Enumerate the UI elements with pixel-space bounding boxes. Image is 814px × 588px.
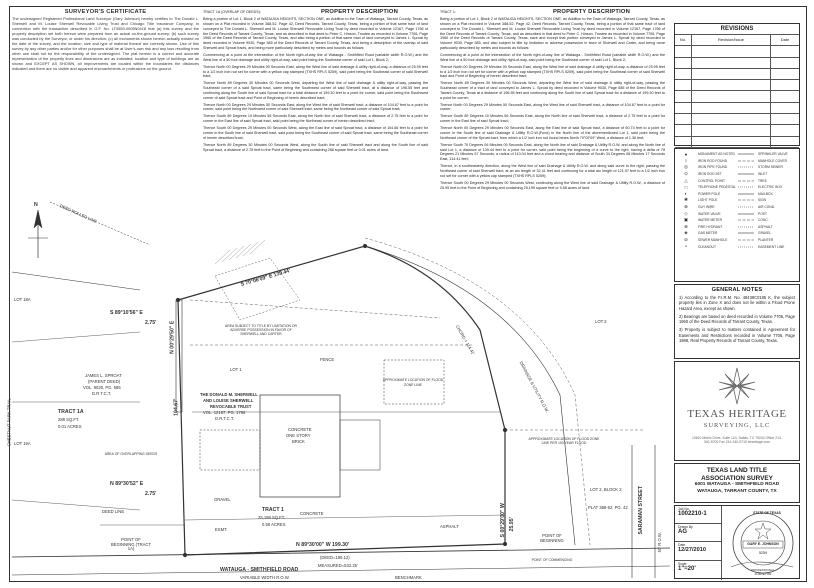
tract1a-label: TRACT 1A (OVERLAP OF DEEDS): — [203, 10, 261, 14]
legend-item-label: PLANTER — [758, 238, 774, 243]
bearing-west: N 00°29'50" E — [169, 320, 176, 354]
legend-item — [677, 171, 737, 178]
tract1a-description-paragraph: Thence North 00 Degrees 29 Minutes 50 Seconds East, along the West line of said Sherwell tract, a distance of 104.67 feet to a point for corner, said point being the Northwest corner of said Sherwell tract, same being the Northeast corner of said Sproat tract; — [203, 102, 428, 112]
legend-item — [677, 164, 737, 171]
revisions-empty-row — [675, 125, 799, 136]
bearing-south: N 89°30'00" W 199.30' — [296, 542, 350, 548]
sproat-line-1: JAMES L. SPROAT — [85, 373, 122, 378]
tract1a-description-paragraph: Thence North 89 Degrees 30 Minutes 00 Seconds West, departing the West line of said drainage & utility right-of-way, passing the Southeast corner of a said Sproat tract, same being the Southwest corner of said Sherwell tract, at a distance of 196.55 feet and continuing along the South line of said Sproat tract for a total distance of 199.30 feet to a point for corner, said point being the Southwest corner of said Sproat tract and Point of Beginning of herein described tract; — [203, 81, 428, 100]
street-right-name: SARAMAN STREET — [637, 486, 644, 535]
lot-1-label: LOT 1 — [230, 367, 242, 372]
tract1a-description-paragraph: Thence North 89 Degrees 30 Minutes 00 Seconds West, along the South line of said Sherwell tract and along the South line of said Sproat tract, a distance of 2.75 feet to the Point of Beginning and containing 288 square feet or 0.01 acres of land. — [203, 142, 428, 152]
owner-line-3: REVOCABLE TRUST — [210, 404, 252, 409]
legend-item-label: LIGHT POLE — [698, 198, 718, 203]
legend-item — [677, 243, 737, 250]
legend-item-label: EASEMENT LINE — [758, 244, 785, 249]
job-number-value: 1002210-1 — [678, 511, 707, 517]
legend-item-label: INLET — [758, 172, 768, 177]
legend-item-label: ELECTRIC BOX — [758, 185, 783, 190]
legend-item-label: STORM SEWER — [758, 165, 783, 170]
legend-symbol-icon: ⊕ — [684, 223, 688, 229]
survey-title-line3: 6001 WATAUGA - SMITHFIELD ROAD — [694, 482, 780, 487]
legend-item-label: GRAVEL — [758, 231, 772, 236]
legend-item-label: CONTROL POINT — [698, 178, 725, 183]
distance-west: 104.67' — [173, 398, 180, 416]
legend-item — [737, 224, 797, 231]
gravel-label: GRAVEL — [214, 497, 231, 502]
street-right-width: 50' R.O.W. — [656, 532, 662, 553]
lot-2-label: LOT 2 — [595, 319, 607, 324]
survey-title-box — [674, 463, 800, 503]
company-box — [674, 361, 800, 461]
measured-deed-distance: (DEED=195.12) — [320, 555, 350, 560]
building-label-1: CONCRETE — [288, 427, 312, 432]
legend-symbol-icon — [737, 205, 755, 210]
curve-label: CHORD = 114.41' — [454, 324, 476, 356]
seal-top-text: STATE OF TEXAS — [753, 511, 781, 515]
lot-label-19a: LOT 19A — [14, 441, 31, 446]
legend-item-label: POWER POLE — [698, 191, 721, 196]
measured-distance: MEASURED=532.25' — [318, 563, 358, 568]
legend-symbol-icon: □ — [684, 184, 688, 190]
legend-item-label: ASPHALT — [758, 224, 773, 229]
legend-item-label: IRON PIPE FOUND — [698, 165, 728, 170]
legend-item — [677, 217, 737, 224]
tract1-name: TRACT 1 — [262, 507, 284, 513]
tract1-description-paragraph: Being a portion of Lot 1, Block 2 of WATAUGA HEIGHTS, SECTION ONE, an Addition to the Town of Watauga, Tarrant County, Texas, as shown on a Plat recorded in Volume 388-52, Page 42, Deed Records, Tarrant County, Texas, being a portion of that same tract of land conveyed to The Donald L. Sherwell and M. Louise Sherwell Revocable Living Trust by deed recorded in Volume 12167, Page 1766 of the Deed Records of Tarrant County, Texas, and as described in that deed to Peter C. Hinson, Trustee as recorded in Volume 7706, Page 1960 of the Deed Records of Tarrant County, Texas, save and except that portion conveyed to James L. Sproat by deed recorded in Volume 9030, Page 585, and also subject to title by limitation or adverse possession in favor of Sherwell and Carter, and being more particularly described by metes and bounds as follows: — [440, 17, 665, 50]
legend-item — [677, 210, 737, 217]
seal-bottom-text: PROFESSIONAL SURVEYOR — [751, 568, 775, 576]
distance-tract1a-north: 2.75' — [145, 320, 157, 326]
revisions-empty-row — [675, 69, 799, 80]
tract1-description-paragraph: Thence North 00 Degrees 29 Minutes 50 Seconds East, along the West line of said Sherwell tract, a distance of 104.67 feet to a point for corner; — [440, 102, 665, 112]
legend-item — [737, 204, 797, 211]
distance-tract1a-south: 2.75' — [145, 491, 157, 497]
legend-item — [677, 184, 737, 191]
tract1-description-paragraph: Thence North 89 Degrees 30 Minutes 00 Seconds West, departing the West line of said drainage & utility right-of-way, passing the Southeast corner of a tract of land conveyed to James L. Sproat by deed recorded in Volume 9030, Page 585 of the Deed Records of Tarrant County, Texas at a distance of 196.55 feet and continuing along the South line of said Sproat tract for a distance of 199.30 feet to a point for corner; — [440, 81, 665, 100]
legend-item — [677, 204, 737, 211]
legend-symbol-icon — [737, 191, 755, 196]
legend-box — [674, 148, 800, 282]
legend-item — [737, 210, 797, 217]
legend-symbol-icon — [737, 224, 755, 229]
legend-symbol-icon — [737, 231, 755, 236]
legend-item — [737, 164, 797, 171]
tract1a-description-paragraph: Commencing at a point at the intersection of the North right-of-way line of Watauga - Smithfield Road (variable width R.O.W.) and the West line of a 50 foot drainage and utility right-of-way, said point being the Southeast corner of said Lot 1, Block 2; — [203, 52, 428, 62]
tract1a-acres: 0.01 ACRES — [58, 424, 82, 429]
legend-item-label: MONUMENT AS NOTED — [698, 152, 735, 157]
legend-item — [737, 191, 797, 198]
easement-label: ESMT. — [215, 527, 228, 532]
date-label: Date — [678, 543, 686, 547]
tract1-description-paragraph: Thence South 00 Degrees 29 Minutes 00 Seconds West, continuing along the West line of said Drainage & Utility R.O.W., a distance of 25.95 feet to the Point of Beginning and containing 25,199 square feet or 0.58 acres of land. — [440, 180, 665, 190]
seal-number: 5259 — [759, 551, 767, 555]
road-name: WATAUGA - SMITHFIELD ROAD — [220, 567, 299, 573]
legend-symbol-icon — [737, 244, 755, 249]
approx-location-note-2: APPROXIMATE LOCATION OF FLOOD ZONE LINE PER 100 YEAR FLOOD — [528, 437, 600, 445]
tract1a-area: 288 SQ.FT. — [58, 417, 80, 422]
lot-2-block-2-label: LOT 2, BLOCK 2 — [590, 487, 622, 492]
legend-item — [677, 230, 737, 237]
general-notes-title: GENERAL NOTES — [711, 287, 763, 293]
tract1-description-paragraph: Thence, in a southeasterly direction, along the West line of said Drainage & Utility R.O.W. and along said curve to the right, passing the Northeast corner of said Sherwell tract, at an arc length of 32.41 feet and continuing for a total arc length of 121.97 feet to a 1/2 inch iron rod set for corner with a yellow cap stamped (TXHS RPLS 5259); — [440, 164, 665, 178]
tract1a-description-paragraph: Thence South 00 Degrees 29 Minutes 00 Seconds West, along the East line of said Sproat tract, a distance of 104.66 feet to a point for corner in the South line of said Sherwell tract, said point being the Southeast corner of said Sproat tract, same being the Southeast corner of herein described tract; — [203, 126, 428, 140]
sproat-line-4: D.R.T.C.T. — [92, 391, 112, 396]
legend-item-label: MANHOLE COVER — [758, 158, 787, 163]
legend-symbol-icon: ⊗ — [684, 204, 688, 210]
revisions-header-row — [675, 35, 799, 46]
legend-item-label: WATER METER — [698, 218, 722, 223]
legend-right-column — [737, 151, 797, 250]
north-arrow — [28, 210, 48, 258]
legend-item — [677, 237, 737, 244]
tract1-description-paragraph: Thence North 00 Degrees 29 Minutes 00 Seconds East, along the West line of said drainage & utility right-of-way, a distance of 25.95 feet to a 1/2 inch iron rod set for corner with a yellow cap stamped (TXHS RPLS 5259), said point being the Southeast corner of said Sherwell tract and Point of Beginning of herein described tract; — [440, 64, 665, 79]
drawn-by-value: AG — [678, 529, 687, 535]
bearing-east: S 00°29'00" W — [499, 503, 506, 538]
legend-item-label: GUY WIRE — [698, 205, 715, 210]
bearing-tract1a-south: N 89°30'52" E — [110, 481, 144, 487]
general-note: 2) Bearings are based on deed recorded in Volume 7706, Page 1960 of the Deed Records of Tarrant County, Texas. — [679, 313, 795, 325]
tract1a-description-paragraph: Being a portion of Lot 1, Block 2 of WATAUGA HEIGHTS, SECTION ONE, an Addition to the Town of Watauga, Tarrant County, Texas, as shown on a Plat recorded in Volume 388-52, Page 42, Deed Records, Tarrant County, Texas, being a portion of that same tract of land conveyed to The Donald L. Sherwell and M. Louise Sherwell Revocable Living Trust by deed recorded in Volume 12167, Page 1766 of the Deed Records of Tarrant County, Texas, and as described in that deed to Peter C. Hinson, Trustee as recorded in Volume 7706, Page 1960 of the Deed Records of Tarrant County, Texas, and also being a portion of that same tract of land conveyed to James L. Sproat by deed recorded in Volume 9030, Page 585 of the Deed Records of Tarrant County, Texas, and being a description of the overlap of said Sherwell and Sproat tracts, and being more particularly described by metes and bounds as follows: — [203, 17, 428, 50]
tract1a-name: TRACT 1A — [58, 409, 84, 415]
scale-value: 1"=20' — [678, 566, 696, 572]
building-label-3: BRICK — [292, 439, 305, 444]
general-note: 1) According to the F.I.R.M. No. 48439C0185 K, the subject property lies in Zone X and does not lie within a Flood Prone Hazard Area, except as shown. — [679, 295, 795, 311]
building-label-2: ONE STORY — [286, 433, 311, 438]
owner-line-2: AND LOUISE SHERWELL — [203, 398, 254, 403]
legend-item-label: GAS METER — [698, 231, 718, 236]
tract1-description-paragraph: Thence North 00 Degrees 29 Minutes 00 Seconds East, along the East line of said Sproat tract, a distance of 60.74 feet to a point for corner in the South line of said Drainage & Utility R.O.W.(Fund) in the North line of the aforementioned Lot 1, said point being the Northeast corner of the Sproat tract, from which a 1/2 inch iron rod found bears North 70°02'09" West, a distance of 1.36 feet; — [440, 126, 665, 140]
legend-item — [737, 230, 797, 237]
legend-symbol-icon — [737, 238, 755, 243]
legend-symbol-icon — [737, 158, 755, 163]
legend-item — [737, 158, 797, 165]
survey-title-line1: TEXAS LAND TITLE — [706, 467, 768, 474]
legend-item-label: SEWER MANHOLE — [698, 238, 728, 243]
legend-item-label: CLEANOUT — [698, 244, 716, 249]
road-width: VARIABLE WIDTH R.O.W. — [240, 575, 290, 580]
deed-rolled-label: DEED ROLLED LINE — [59, 203, 98, 224]
revisions-rows — [675, 46, 799, 148]
legend-symbol-icon: ◐ — [684, 191, 688, 197]
legend-symbol-icon — [737, 178, 755, 183]
approx-location-note: APPROXIMATE LOCATION OF FLOOD ZONE LINE — [382, 378, 444, 387]
asphalt-label: ASPHALT — [440, 524, 459, 529]
legend-symbol-icon — [737, 172, 755, 177]
legend-item-label: SPRINKLER VALVE — [758, 152, 788, 157]
title-block — [674, 505, 800, 579]
legend-item — [677, 224, 737, 231]
revisions-empty-row — [675, 114, 799, 125]
tract1-area: 25,199 SQ.FT. — [258, 515, 285, 520]
legend-item-label: POST — [758, 211, 767, 216]
legend-symbol-icon — [737, 211, 755, 216]
date-cell — [675, 542, 721, 561]
company-address: 10610 Metric Drive, Suite 124, Dallas, TX 75243 Office 214-340-9700 Fax 214-340-9710 txheritage.com — [692, 436, 782, 445]
survey-title-line4: WATAUGA, TARRANT COUNTY, TX — [697, 488, 777, 494]
general-note: 3) Property is subject to matters contained in Agreement for Easements and Restrictions recorded in Volume 7706, Page 1988, Real Property Records of Tarrant County, Texas. — [679, 327, 795, 344]
legend-symbol-icon: ▣ — [683, 217, 689, 223]
legend-symbol-icon: ⊙ — [684, 171, 688, 177]
legend-item — [737, 217, 797, 224]
bearing-north: S 70°06'09" E 139.44' — [240, 268, 292, 288]
legend-symbol-icon — [737, 165, 755, 170]
legend-item-label: SIGN — [758, 198, 767, 203]
legend-symbol-icon: ∘ — [684, 243, 688, 249]
concrete-label: CONCRETE — [300, 511, 324, 516]
revisions-title: REVISIONS — [675, 24, 799, 35]
legend-symbol-icon: ◇ — [684, 210, 688, 216]
revisions-empty-row — [675, 91, 799, 102]
tract1-description-paragraph: Thence South 70 Degrees 06 Minutes 09 Seconds East, along the North line of said Drainage & Utility R.O.W. and along the North line of said Lot 1, a distance of 139.44 feet to a point for corner, said point being the beginning of a curve to the right, having a delta of 78 Degrees 21 Minutes 57 Seconds, a radius of 110.04 feet and a chord bearing and distance of South 34 Degrees 08 Minutes 17 Seconds East, 114.41 feet; — [440, 142, 665, 162]
legend-symbol-icon — [737, 218, 755, 223]
legend-symbol-icon: ◈ — [684, 230, 688, 236]
legend-item — [737, 237, 797, 244]
legend-item — [737, 177, 797, 184]
legend-item — [677, 191, 737, 198]
company-name: TEXAS HERITAGE — [687, 408, 787, 420]
owner-line-5: D.R.T.C.T. — [215, 416, 235, 421]
legend-item — [677, 197, 737, 204]
legend-symbol-icon: ⊘ — [684, 237, 688, 243]
surveyors-certificate-title: SURVEYOR'S CERTIFICATE — [64, 9, 147, 15]
legend-item-label: WATER VALVE — [698, 211, 721, 216]
legend-symbol-icon: ✱ — [684, 197, 688, 203]
tract1-acres: 0.58 ACRES — [262, 522, 286, 527]
legend-item-label: MAILBOX — [758, 191, 773, 196]
plat-note: PLAT 388-52, PG. 42 — [588, 505, 628, 510]
revisions-empty-row — [675, 103, 799, 114]
legend-symbol-icon: ○ — [684, 158, 688, 164]
legend-item-label: CONC. — [758, 218, 769, 223]
owner-line-4: VOL. 12167, PG. 1766 — [203, 410, 246, 415]
legend-symbol-icon: △ — [684, 177, 688, 183]
legend-item — [677, 177, 737, 184]
sproat-line-2: (PARENT DEED) — [88, 379, 121, 384]
legend-symbol-icon: ● — [684, 151, 688, 157]
legend-item — [737, 243, 797, 250]
general-notes-list — [679, 295, 795, 343]
revisions-header-date: Date — [780, 37, 790, 42]
seal-name: GARY E. JOHNSON — [747, 541, 779, 546]
area-overlap-note: AREA OF OVERLAPPING DEEDS — [104, 452, 158, 456]
legend-item-label: TELEPHONE PEDESTAL — [698, 185, 736, 190]
legend-item-label: IRON ROD SET — [698, 172, 722, 177]
revisions-table — [674, 23, 800, 146]
fence-label: FENCE — [320, 357, 335, 362]
revisions-header-no: No. — [675, 35, 692, 45]
distance-east: 25.95' — [508, 517, 515, 532]
drawn-by-cell — [675, 524, 721, 542]
drawn-by-label: Drawn By — [678, 525, 693, 529]
survey-title-line2: ASSOCIATION SURVEY — [701, 474, 773, 482]
legend-symbol-icon — [737, 152, 755, 157]
tract1a-description-paragraph: Thence South 89 Degrees 10 Minutes 56 Seconds East, along the North line of said Sherwell tract, a distance of 2.75 feet to a point for corner in the East line of said Sproat tract, said point being the Northeast corner of herein described tract; — [203, 114, 428, 124]
bearing-tract1a-north: S 89°10'56" E — [110, 310, 143, 316]
legend-item — [737, 151, 797, 158]
legend-left-column — [677, 151, 737, 250]
drainage-label: DRAINAGE & UTILITY R.O.W. — [518, 360, 550, 414]
tract1a-description-title: PROPERTY DESCRIPTION — [320, 9, 398, 15]
point-of-beginning-tract1a: POINT OF BEGINNING (TRACT 1A) — [110, 537, 151, 552]
tract1-description-paragraph: Thence South 89 Degrees 10 Minutes 56 Seconds East, along the North line of said Sherwell tract, a distance of 2.75 feet to a point for corner in the East line of said Sproat tract; — [440, 114, 665, 124]
legend-item-label: AIR COND. — [758, 205, 776, 210]
date-value: 12/27/2010 — [678, 547, 706, 553]
tract1-description-paragraph: Commencing at a point at the intersection of the North right-of-way line of Watauga - Smithfield Road (variable width R.O.W.) and the West line of a 50 foot drainage and utility right-of-way, said point being the Southeast corner of said Lot 1, Block 2; — [440, 52, 665, 62]
tract1-label: TRACT 1: — [440, 10, 456, 14]
revisions-header-issue: Revision/Issue — [692, 35, 771, 45]
point-of-commencing: POINT OF COMMENCING — [531, 558, 573, 562]
general-notes-box — [674, 284, 800, 359]
deed-line-label: DEED LINE — [102, 509, 125, 514]
job-number-cell — [675, 506, 721, 524]
revisions-empty-row — [675, 137, 799, 148]
revisions-empty-row — [675, 46, 799, 57]
scale-label: Scale — [678, 562, 687, 566]
legend-item-label: IRON ROD FOUND — [698, 158, 728, 163]
company-sub: SURVEYING, LLC — [703, 422, 771, 429]
benchmark-label: BENCHMARK — [395, 575, 422, 580]
revisions-empty-row — [675, 80, 799, 91]
point-of-beginning: POINT OF BEGINNING — [540, 533, 564, 543]
legend-symbol-icon — [737, 198, 755, 203]
scale-cell — [675, 561, 721, 580]
surveyors-certificate-text: The undersigned Registered Professional Land Surveyor (Gary Johnson) hereby certifies to The Donald L. Sherwell and M. Louise Sherwell Revocable Living Trust and Chicago Title Insurance Company, in connection with the transaction described in G.F. No. LT0559-0005N0418 that (a) this survey and the property description set forth hereon were prepared from an actual on-the-ground survey; (b) such survey was conducted by the Surveyor, or under his direction; (c) all monuments shown hereon actually existed on the date of the survey, and the location, size and type of material thereof are correctly shown. Use of this survey by any other parties and/or for other purposes shall be at User's own risk and any loss resulting from other use shall not be the responsibility of the undersigned. The plat hereon is a correct and accurate representation of the property lines and dimensions are as indicated; location and type of buildings are as shown and EXCEPT AS SHOWN, all improvements are located within the boundaries the distances indicated and there are no visible and apparent encroachments or protrusions on the ground. — [12, 16, 199, 72]
legend-item-label: FIRE HYDRANT — [698, 224, 723, 229]
street-left-label: CHESTNUT PARK TRAIL — [6, 398, 12, 447]
legend-symbol-icon — [737, 185, 755, 190]
legend-symbol-icon: ◎ — [684, 164, 688, 170]
legend-item — [737, 171, 797, 178]
area-subject-note: AREA SUBJECT TO TITLE BY LIMITATION OR ADVERSE POSSESSION IN FAVOR OF SHERWELL AND CARTER — [225, 324, 297, 336]
legend-item — [737, 184, 797, 191]
legend-item — [677, 158, 737, 165]
legend-item — [737, 197, 797, 204]
legend-item — [677, 151, 737, 158]
sproat-line-3: VOL. 9030, PG. 585 — [83, 385, 121, 390]
tract1a-description-paragraph: Thence North 00 Degrees 29 Minutes 00 Seconds East, along the West line of said drainage & utility right-of-way, a distance of 25.95 feet to a 1/2 inch iron rod set for corner with a yellow cap stamped (TXHS RPLS 5259), said point being the Southeast corner of said Sherwell tract; — [203, 64, 428, 79]
legend-item-label: TREE — [758, 178, 767, 183]
tract1-description-title: PROPERTY DESCRIPTION — [552, 9, 630, 15]
revisions-empty-row — [675, 58, 799, 69]
owner-line-1: THE DONALD M. SHERWELL — [200, 392, 258, 397]
lot-label-18a: LOT 18A — [14, 297, 31, 302]
job-number-label: Job No. — [678, 507, 690, 511]
north-label: N — [34, 202, 38, 208]
